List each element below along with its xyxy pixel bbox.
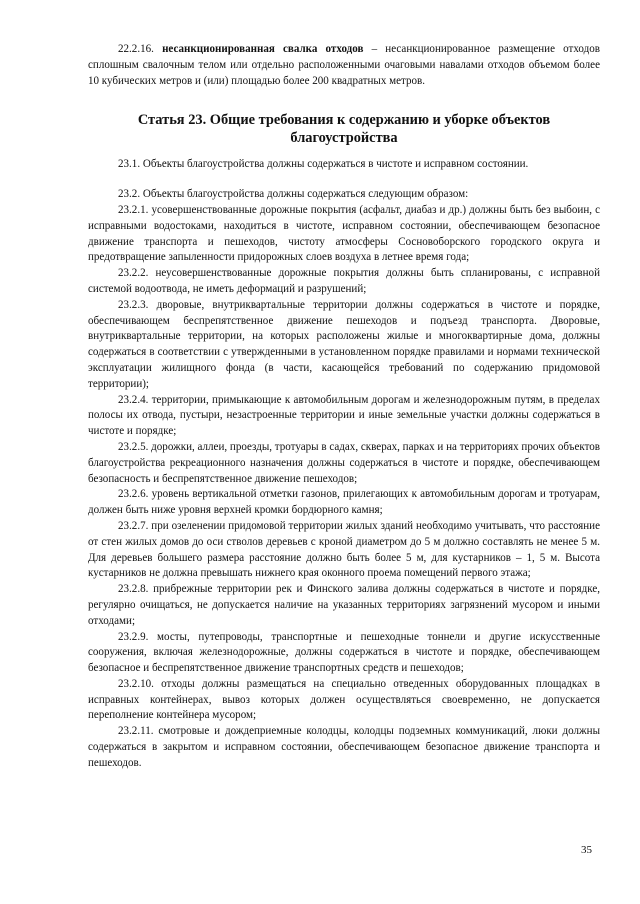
page-number: 35 bbox=[581, 844, 592, 856]
paragraph-23-2-4: 23.2.4. территории, примыкающие к автомобильным дорогам и железнодорожным путям, в пределах полосы их отвода, пустыри, незастроенные территории и иные земельные участки должны содержаться в чистоте и порядке; bbox=[88, 393, 600, 438]
definition-paragraph bbox=[88, 42, 600, 89]
paragraph-23-2-2: 23.2.2. неусовершенствованные дорожные покрытия должны быть спланированы, с исправной системой водоотвода, не иметь деформаций и разрушений; bbox=[88, 267, 600, 295]
paragraph-23-2-5: 23.2.5. дорожки, аллеи, проезды, тротуары в садах, скверах, парках и на территориях прочих объектов благоустройства рекреационного назначения должны содержаться в чистоте и порядке, обеспечивающем безопасность и беспрепятственное движение пешеходов; bbox=[88, 440, 600, 485]
paragraph-23-2-10: 23.2.10. отходы должны размещаться на специально отведенных оборудованных площадках в исправных контейнерах, вывоз которых должен осуществляться своевременно, не допускается переполнение контейнера мусором; bbox=[88, 677, 600, 722]
paragraph-23-2-8: 23.2.8. прибрежные территории рек и Финского залива должны содержаться в чистоте и порядке, регулярно очищаться, не допускается наличие на указанных территориях загрязнений мусором и иными отходами; bbox=[88, 583, 600, 627]
paragraph-23-1: 23.1. Объекты благоустройства должны содержаться в чистоте и исправном состоянии. bbox=[118, 158, 529, 171]
paragraph-23-2-1: 23.2.1. усовершенствованные дорожные покрытия (асфальт, диабаз и др.) должны быть без выбоин, с исправными водостоками, находиться в чистоте, исправном состоянии, обеспечивающем безопасное движение транспорта и пешеходов, чистоту атмосферы Сосновоборского городского округа и предотвращение запыленности придорожных слоев воздуха в летнее время года; bbox=[88, 203, 600, 264]
paragraph-23-2: 23.2. Объекты благоустройства должны содержаться следующим образом: bbox=[118, 188, 469, 201]
paragraph-23-2-11: 23.2.11. смотровые и дождеприемные колодцы, колодцы подземных коммуникаций, люки должны содержаться в закрытом и исправном состоянии, обеспечивающем безопасное движение транспорта и пешеходов. bbox=[88, 725, 600, 769]
paragraph-23-2-6: 23.2.6. уровень вертикальной отметки газонов, прилегающих к автомобильным дорогам и тротуарам, должен быть ниже уровня верхней кромки бордюрного камня; bbox=[88, 488, 600, 517]
article-heading: Статья 23. Общие требования к содержанию и уборке объектов благоустройства bbox=[137, 112, 551, 147]
paragraph-23-2-7: 23.2.7. при озеленении придомовой территории жилых зданий необходимо учитывать, что расстояние от стен жилых домов до оси стволов деревьев с кроной диаметром до 5 м должно составлять не менее 5 м. Для деревьев большего размера расстояние должно быть более 5 м, для кустарников – 1, 5 м. Высота кустарников не должна превышать нижнего края оконного проема помещений первого этажа; bbox=[88, 519, 600, 580]
definition-term: несанкционированная свалка отходов bbox=[162, 43, 364, 55]
document-page bbox=[88, 42, 600, 772]
definition-number: 22.2.16. bbox=[118, 43, 163, 55]
paragraph-23-2-3: 23.2.3. дворовые, внутриквартальные территории должны содержаться в чистоте и порядке, обеспечивающем беспрепятственное движение пешеходов и подъезд транспорта. Дворовые, внутриквартальные территории, на которых расположены жилые и многоквартирные дома, должны содержаться в соответствии с утвержденными в установленном порядке правилами и нормами технической эксплуатации жилищного фонда (в части, касающейся требований по содержанию придомовой территории); bbox=[88, 298, 600, 390]
paragraph-gap bbox=[88, 173, 600, 187]
definition-text: – несанкционированное размещение отходов сплошным свалочным телом или отдельно расположенными очаговыми навалами отходов объемом более 10 кубических метров и (или) площадью более 200 квадратных метров. bbox=[88, 43, 600, 87]
paragraph-23-2-9: 23.2.9. мосты, путепроводы, транспортные и пешеходные тоннели и другие искусственные сооружения, включая железнодорожные, должны содержаться в чистоте и порядке, обеспечивающем безопасное и беспрепятственное движение транспортных средств и пешеходов; bbox=[88, 630, 600, 675]
